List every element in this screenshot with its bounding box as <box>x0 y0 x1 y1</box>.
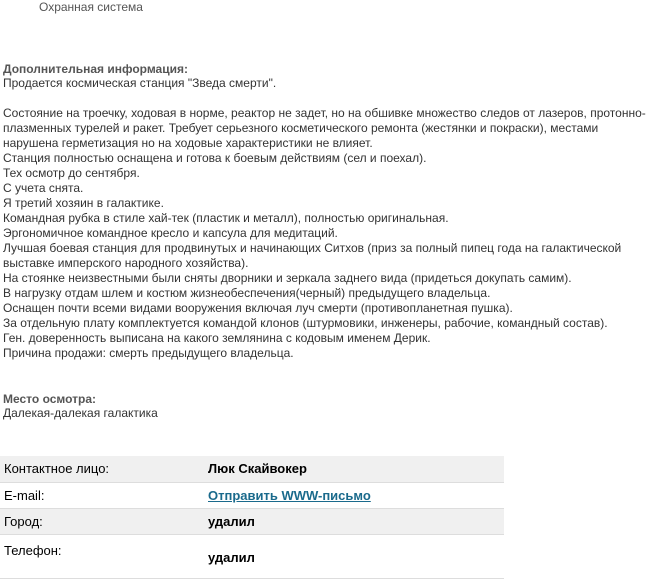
additional-info-line: За отдельную плату комплектуется командой клонов (штурмовики, инженеры, рабочие, командный состав). <box>3 316 608 330</box>
additional-info-section <box>3 62 653 361</box>
additional-info-line: Причина продажи: смерть предыдущего владельца. <box>3 346 294 360</box>
contacts-table <box>0 456 504 579</box>
additional-info-line: С учета снята. <box>3 181 84 195</box>
email-row <box>0 482 504 508</box>
city-label: Город: <box>4 513 43 529</box>
contact-value: Люк Скайвокер <box>208 461 307 476</box>
phone-label: Телефон: <box>4 542 62 558</box>
additional-info-line: Тех осмотр до сентября. <box>3 166 140 180</box>
send-email-link[interactable]: Отправить WWW-письмо <box>208 487 371 503</box>
additional-info-line: На стоянке неизвестными были сняты дворники и зеркала заднего вида (придеться докупать самим). <box>3 271 572 285</box>
additional-info-line: Эргономичное командное кресло и капсула для медитаций. <box>3 226 338 240</box>
additional-info-line: Я третий хозяин в галактике. <box>3 196 164 210</box>
city-value: удалил <box>208 513 255 529</box>
additional-info-intro: Продается космическая станция "Зведа смерти". <box>3 76 277 90</box>
email-label: E-mail: <box>4 487 45 503</box>
inspection-title: Место осмотра: <box>3 392 97 406</box>
additional-info-line: Станция полностью оснащена и готова к боевым действиям (сел и поехал). <box>3 151 427 165</box>
contact-label: Контактное лицо: <box>4 461 110 476</box>
additional-info-line: Командная рубка в стиле хай-тек (пластик и металл), полностью оригинальная. <box>3 211 449 225</box>
city-row <box>0 508 504 534</box>
inspection-value: Далекая-далекая галактика <box>3 406 158 420</box>
additional-info-line: Ген. доверенность выписана на какого землянина с кодовым именем Дерик. <box>3 331 431 345</box>
contact-row <box>0 456 504 482</box>
additional-info-title: Дополнительная информация: <box>3 62 188 76</box>
additional-info-line: В нагрузку отдам шлем и костюм жизнеобеспечения(черный) предыдущего владельца. <box>3 286 491 300</box>
top-item-label: Охранная система <box>39 0 143 14</box>
additional-info-line: Оснащен почти всеми видами вооружения включая луч смерти (противопланетная пушка). <box>3 301 513 315</box>
additional-info-line: Состояние на троечку, ходовая в норме, реактор не задет, но на обшивке множество следов от лазеров, протонно-плазменных турелей и ракет. Требует серьезного косметического ремонта (жестянки и покраски), местами нарушена герметизация но на ходовые характеристики не влияет. <box>3 106 646 150</box>
inspection-section <box>3 392 653 421</box>
phone-row <box>0 534 504 578</box>
phone-value: удалил <box>208 549 255 565</box>
additional-info-line: Лучшая боевая станция для продвинутых и начинающих Ситхов (приз за полный пипец года на галактической выставке имперского народного хозяйства). <box>3 241 622 270</box>
